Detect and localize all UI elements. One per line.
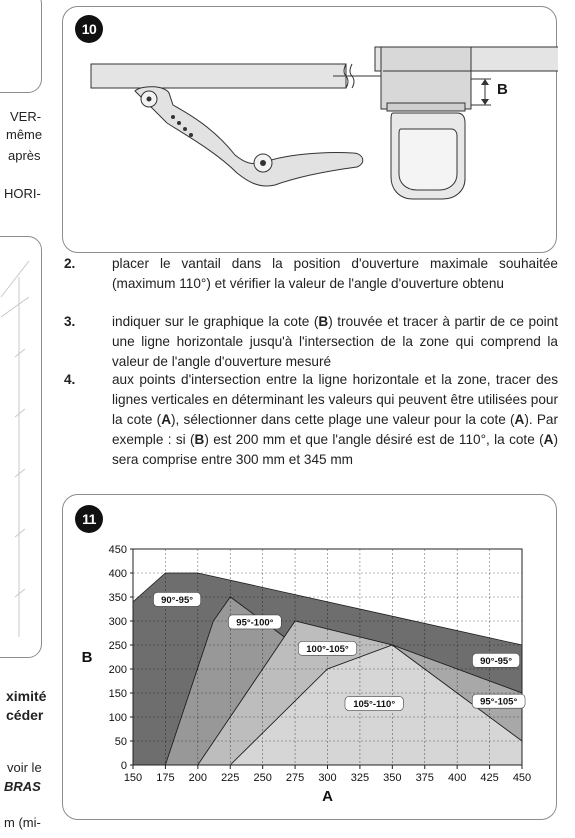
- y-tick-label-2: 100: [108, 712, 127, 724]
- x-tick-label-4: 250: [253, 772, 272, 784]
- step-3: [64, 312, 559, 372]
- x-tick-label-1: 175: [156, 772, 175, 784]
- figure-11-panel: [62, 494, 557, 820]
- left-heading-2: céder: [6, 707, 44, 723]
- zone-label-3: 100°-105°: [306, 643, 349, 655]
- step-2-number: 2.: [64, 256, 76, 271]
- left-bottom-3: m (mi-: [4, 815, 41, 830]
- left-box-diagram: [0, 237, 42, 658]
- zone-label-5: 105°-110°: [353, 699, 396, 711]
- left-heading-1: ximité: [6, 688, 47, 704]
- figure-10-panel: [62, 6, 557, 253]
- x-tick-label-3: 225: [221, 772, 240, 784]
- zone-label-6: 95°-105°: [480, 696, 518, 708]
- y-axis-label: B: [81, 649, 93, 666]
- y-tick-label-7: 350: [108, 592, 127, 604]
- x-tick-label-9: 375: [415, 772, 434, 784]
- step-3-number: 3.: [64, 314, 76, 329]
- y-tick-label-9: 450: [108, 544, 127, 556]
- left-fragment-3: après: [8, 148, 41, 163]
- x-tick-label-5: 275: [285, 772, 305, 784]
- y-tick-label-8: 400: [108, 568, 127, 580]
- x-tick-label-11: 425: [480, 772, 499, 784]
- x-tick-label-12: 450: [512, 772, 532, 784]
- y-tick-label-3: 150: [108, 688, 127, 700]
- left-box-middle: [0, 236, 42, 658]
- step-2-text: placer le vantail dans la position d'ouverture maximale souhaitée (maximum 110°) et vérifier la valeur de l'angle d'ouverture obtenu: [112, 256, 558, 291]
- left-fragment-2: même: [6, 127, 43, 142]
- area-chart: [63, 495, 558, 821]
- y-tick-label-5: 250: [108, 640, 127, 652]
- figure-11-number: 11: [75, 505, 103, 533]
- y-tick-label-0: 0: [120, 760, 127, 772]
- step-4-text: aux points d'intersection entre la ligne horizontale et la zone, tracer des lignes verticales en déterminant les valeurs qui peuvent être utilisées pour la cote (A), sélectionner dans cette plage une valeur pour la cote (A). Par exemple : si (B) est 200 mm et que l'angle désiré est de 110°, la cote (A) sera comprise entre 300 mm et 345 mm: [112, 372, 559, 467]
- x-tick-label-7: 325: [350, 772, 370, 784]
- y-tick-label-6: 300: [108, 616, 127, 628]
- left-fragment-4: HORI-: [4, 186, 41, 201]
- step-3-text: indiquer sur le graphique la cote (B) trouvée et tracer à partir de ce point une ligne horizontale jusqu'à l'intersection de la zone qui comprend la valeur de l'angle d'ouverture mesuré: [112, 314, 558, 369]
- x-tick-label-8: 350: [383, 772, 402, 784]
- dimension-label-b: B: [497, 81, 508, 98]
- x-tick-label-2: 200: [188, 772, 208, 784]
- step-2: [64, 254, 559, 314]
- left-fragment-1: VER-: [10, 109, 42, 124]
- step-4-number: 4.: [64, 372, 76, 387]
- x-tick-label-0: 150: [123, 772, 143, 784]
- left-bottom-2: BRAS: [4, 779, 41, 794]
- step-4: [64, 370, 559, 490]
- left-bottom-1: voir le: [7, 760, 42, 775]
- figure-10-drawing: [63, 7, 558, 254]
- y-tick-label-4: 200: [108, 664, 127, 676]
- zone-label-2: 95°-100°: [236, 617, 274, 629]
- zone-label-1: 90°-95°: [161, 594, 194, 606]
- x-tick-label-6: 300: [318, 772, 337, 784]
- left-box-top: [0, 0, 42, 93]
- figure-10-number: 10: [75, 15, 103, 43]
- y-tick-label-1: 50: [114, 736, 127, 748]
- x-axis-label: A: [322, 788, 333, 805]
- x-tick-label-10: 400: [447, 772, 467, 784]
- zone-label-4: 90°-95°: [480, 655, 513, 667]
